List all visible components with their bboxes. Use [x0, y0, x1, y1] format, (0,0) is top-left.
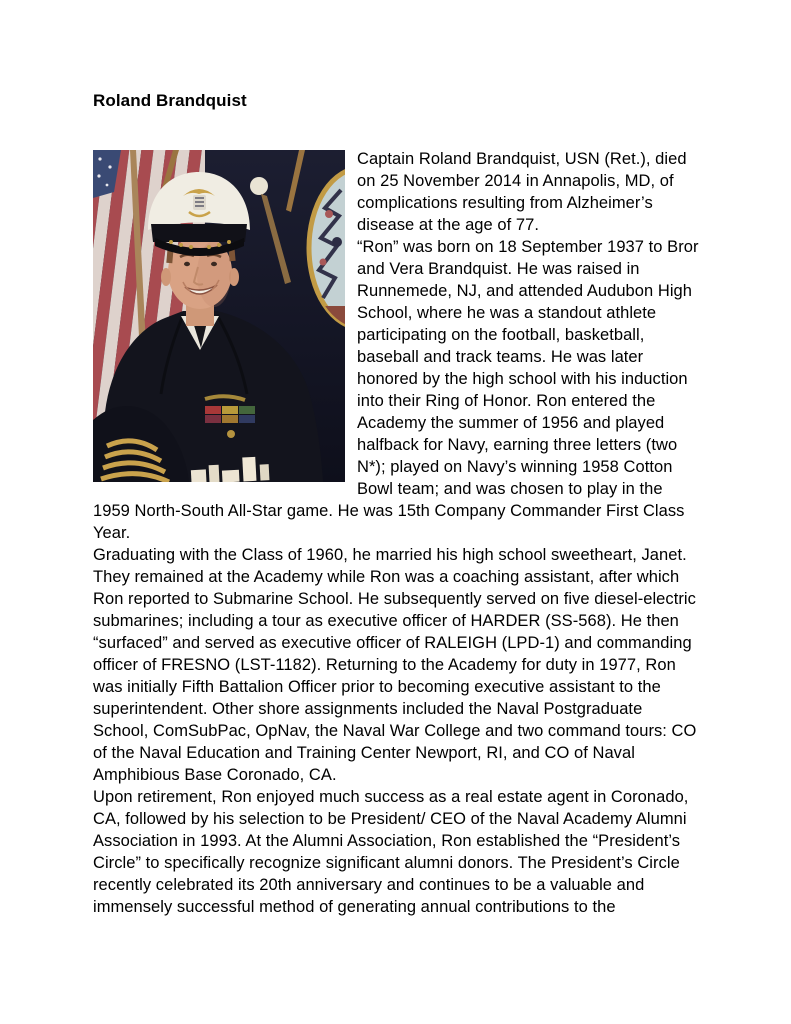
obituary-body — [93, 148, 701, 918]
page-title: Roland Brandquist — [93, 91, 247, 110]
paragraph-2: “Ron” was born on 18 September 1937 to Bror and Vera Brandquist. He was raised in Runnemede, NJ, and attended Audubon High School, where he was a standout athlete participating on the football, basketball, baseball and track teams. He was later honored by the high school with his induction into their Ring of Honor. Ron entered the Academy the summer of 1956 and played halfback for Navy, earning three letters (two N*); played on Navy’s winning 1958 Cotton Bowl team; and was chosen to play in the 1959 North-South All-Star game. He was 15th Company Commander First Class Year. — [93, 238, 699, 542]
paragraph-3: Graduating with the Class of 1960, he married his high school sweetheart, Janet. They remained at the Academy while Ron was a coaching assistant, after which Ron reported to Submarine School. He subsequently served on five diesel-electric submarines; including a tour as executive officer of HARDER (SS-568). He then “surfaced” and served as executive officer of RALEIGH (LPD-1) and commanding officer of FRESNO (LST-1182). Returning to the Academy for duty in 1977, Ron was initially Fifth Battalion Officer prior to becoming executive assistant to the superintendent. Other shore assignments included the Naval Postgraduate School, ComSubPac, OpNav, the Naval War College and two command tours: CO of the Naval Education and Training Center Newport, RI, and CO of Naval Amphibious Base Coronado, CA. — [93, 546, 697, 784]
paragraph-4: Upon retirement, Ron enjoyed much success as a real estate agent in Coronado, CA, followed by his selection to be President/ CEO of the Naval Academy Alumni Association in 1993. At the Alumni Association, Ron established the “President’s Circle” to specifically recognize significant alumni donors. The President’s Circle recently celebrated its 20th anniversary and continues to be a valuable and immensely successful method of generating annual contributions to the — [93, 788, 689, 916]
portrait-photo — [93, 150, 345, 482]
portrait-photo-art — [93, 150, 345, 482]
paragraph-1: Captain Roland Brandquist, USN (Ret.), died on 25 November 2014 in Annapolis, MD, of complications resulting from Alzheimer’s disease at the age of 77. — [357, 150, 687, 234]
